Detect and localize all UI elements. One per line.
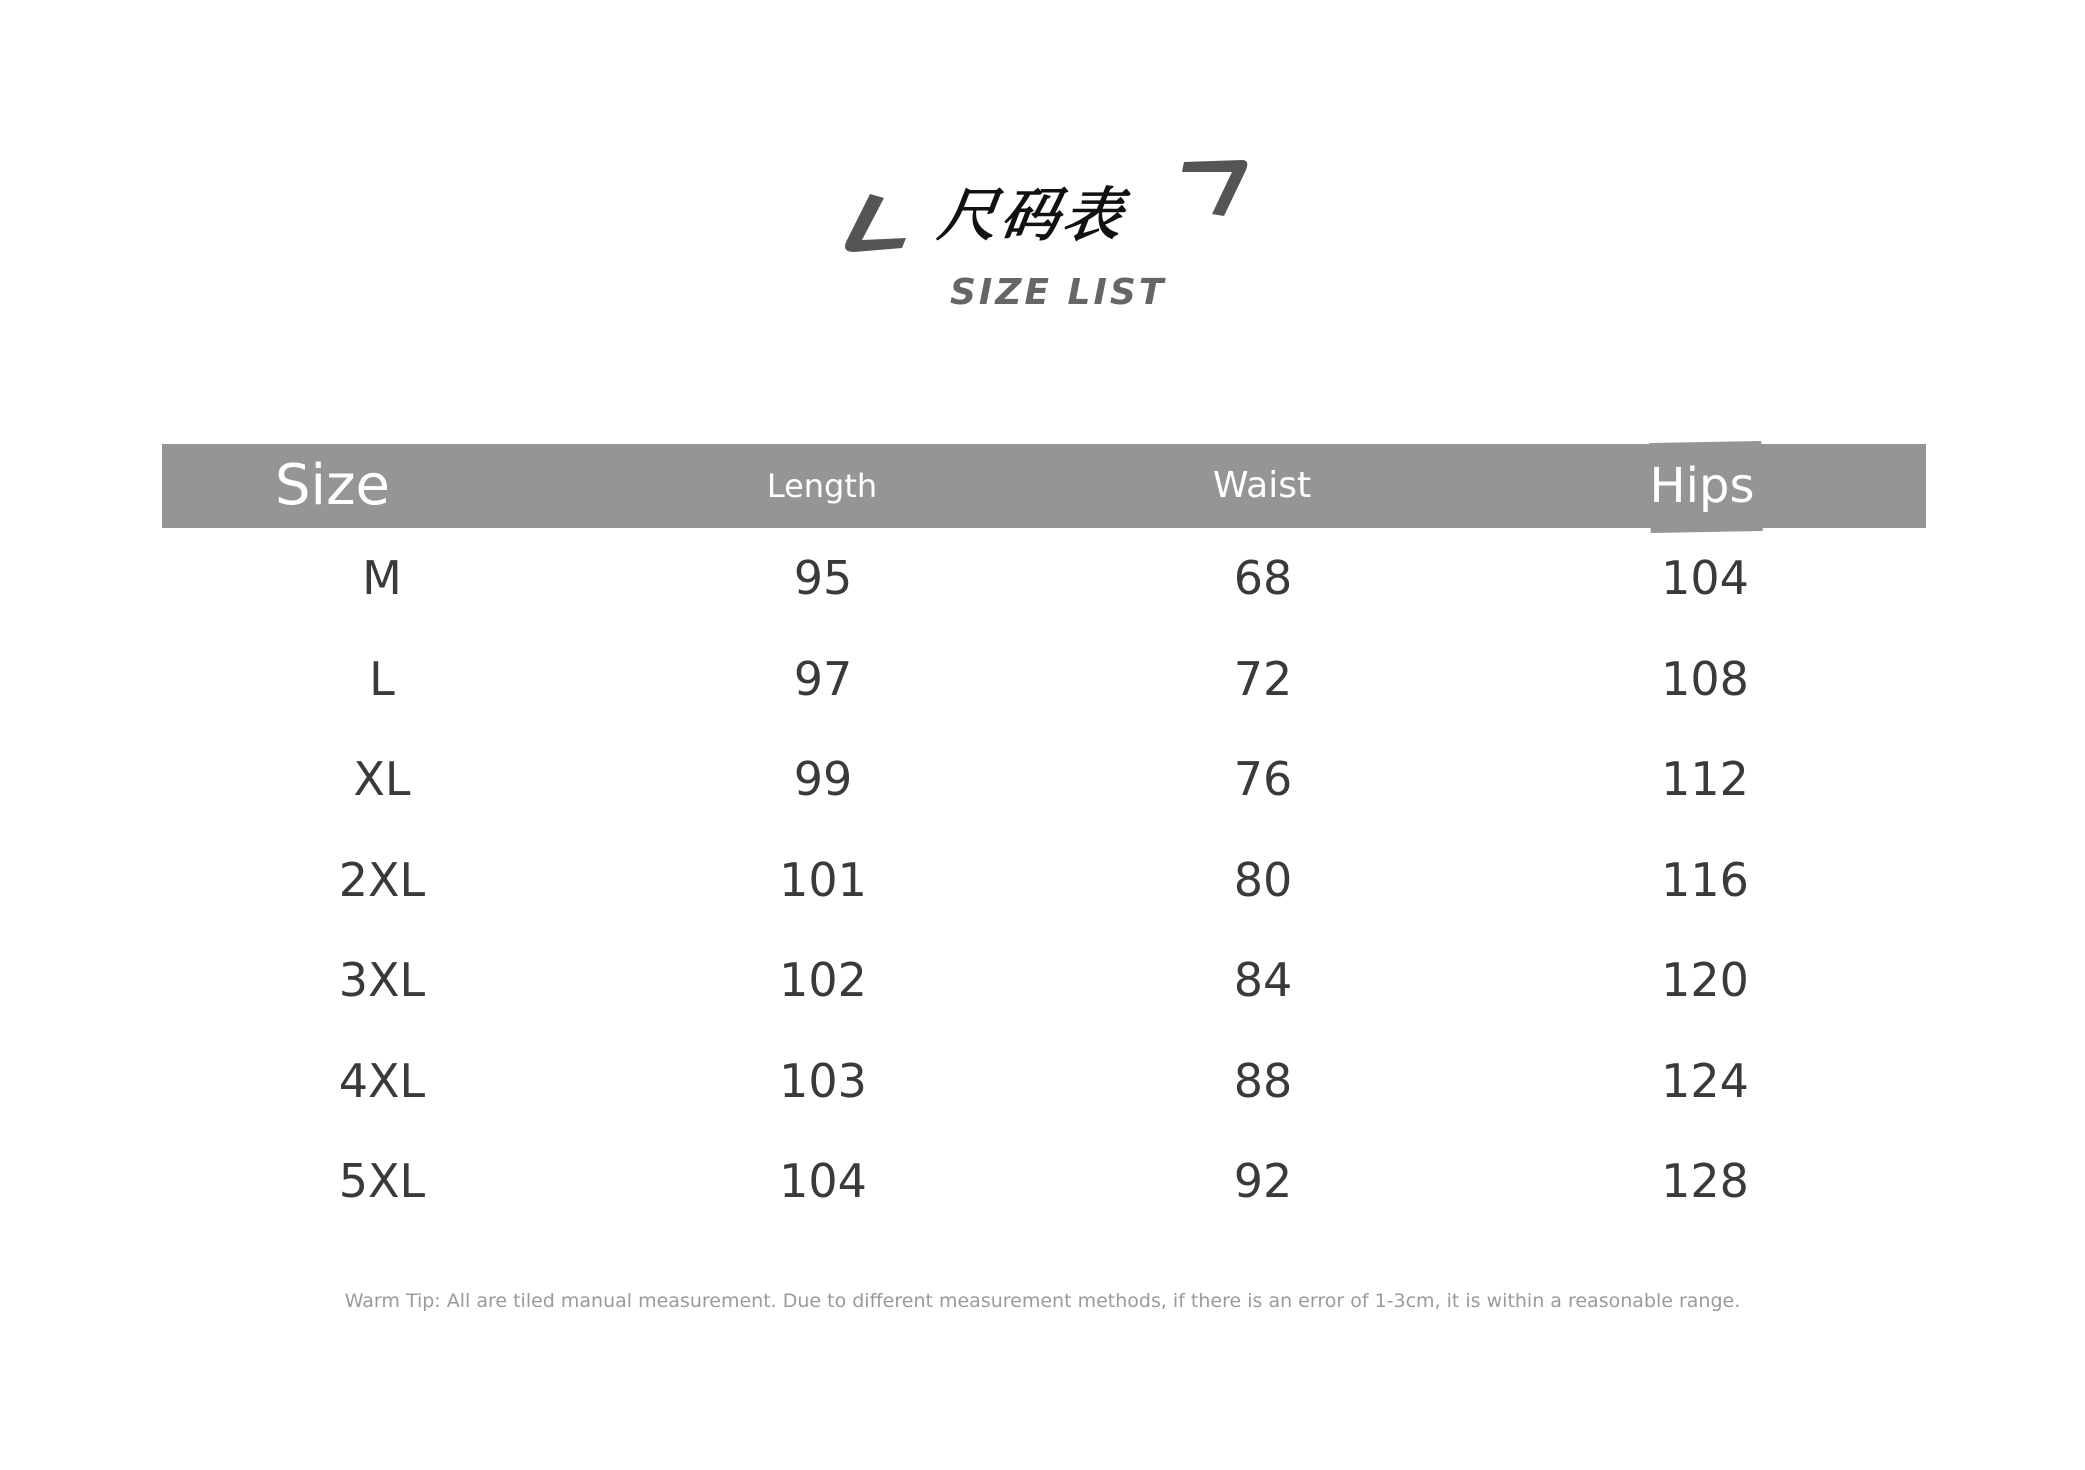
table-row [162, 729, 1926, 830]
cell-waist: 68 [1233, 551, 1293, 605]
cell-size: M [362, 551, 402, 605]
cell-size: 3XL [338, 953, 426, 1007]
cell-waist: 72 [1233, 651, 1293, 706]
warm-tip-note: Warm Tip: All are tiled manual measurement. Due to different measurement methods, if there is an error of 1-3cm, it is within a reasonable range. [344, 1290, 1741, 1312]
cell-hips: 108 [1661, 651, 1749, 706]
table-row [162, 1131, 1926, 1232]
header-hips: Hips [1649, 458, 1755, 514]
cell-waist: 92 [1233, 1154, 1293, 1208]
table-row [162, 830, 1926, 931]
cell-length: 97 [793, 651, 853, 706]
right-bracket-decoration [1180, 158, 1250, 228]
header-length: Length [766, 467, 878, 505]
cell-waist: 84 [1233, 953, 1293, 1007]
table-row [162, 629, 1926, 730]
cell-length: 103 [779, 1053, 867, 1108]
title-english: SIZE LIST [950, 272, 1167, 313]
table-row [162, 528, 1926, 629]
cell-hips: 112 [1661, 752, 1749, 806]
cell-length: 99 [793, 752, 853, 806]
table-body [162, 528, 1926, 1232]
cell-waist: 88 [1233, 1053, 1293, 1108]
cell-hips: 120 [1661, 953, 1749, 1007]
cell-size: L [369, 651, 395, 706]
cell-size: 5XL [338, 1154, 426, 1208]
cell-length: 102 [779, 953, 867, 1007]
cell-hips: 124 [1661, 1053, 1749, 1108]
cell-length: 104 [779, 1154, 867, 1208]
cell-hips: 116 [1661, 852, 1749, 907]
cell-size: XL [353, 752, 411, 806]
table-header [162, 444, 1926, 528]
table-row [162, 930, 1926, 1031]
header-size: Size [275, 453, 390, 518]
cell-size: 2XL [338, 852, 426, 907]
left-bracket-decoration [840, 190, 920, 260]
cell-waist: 76 [1233, 752, 1293, 806]
table-row [162, 1031, 1926, 1132]
cell-waist: 80 [1233, 852, 1293, 907]
title-chinese: 尺码表 [934, 181, 1131, 249]
cell-hips: 128 [1661, 1154, 1749, 1208]
cell-size: 4XL [338, 1053, 426, 1108]
cell-length: 95 [793, 551, 853, 605]
header-waist: Waist [1212, 465, 1312, 506]
size-list-title [820, 150, 1260, 330]
cell-length: 101 [779, 852, 867, 907]
cell-hips: 104 [1661, 551, 1749, 605]
